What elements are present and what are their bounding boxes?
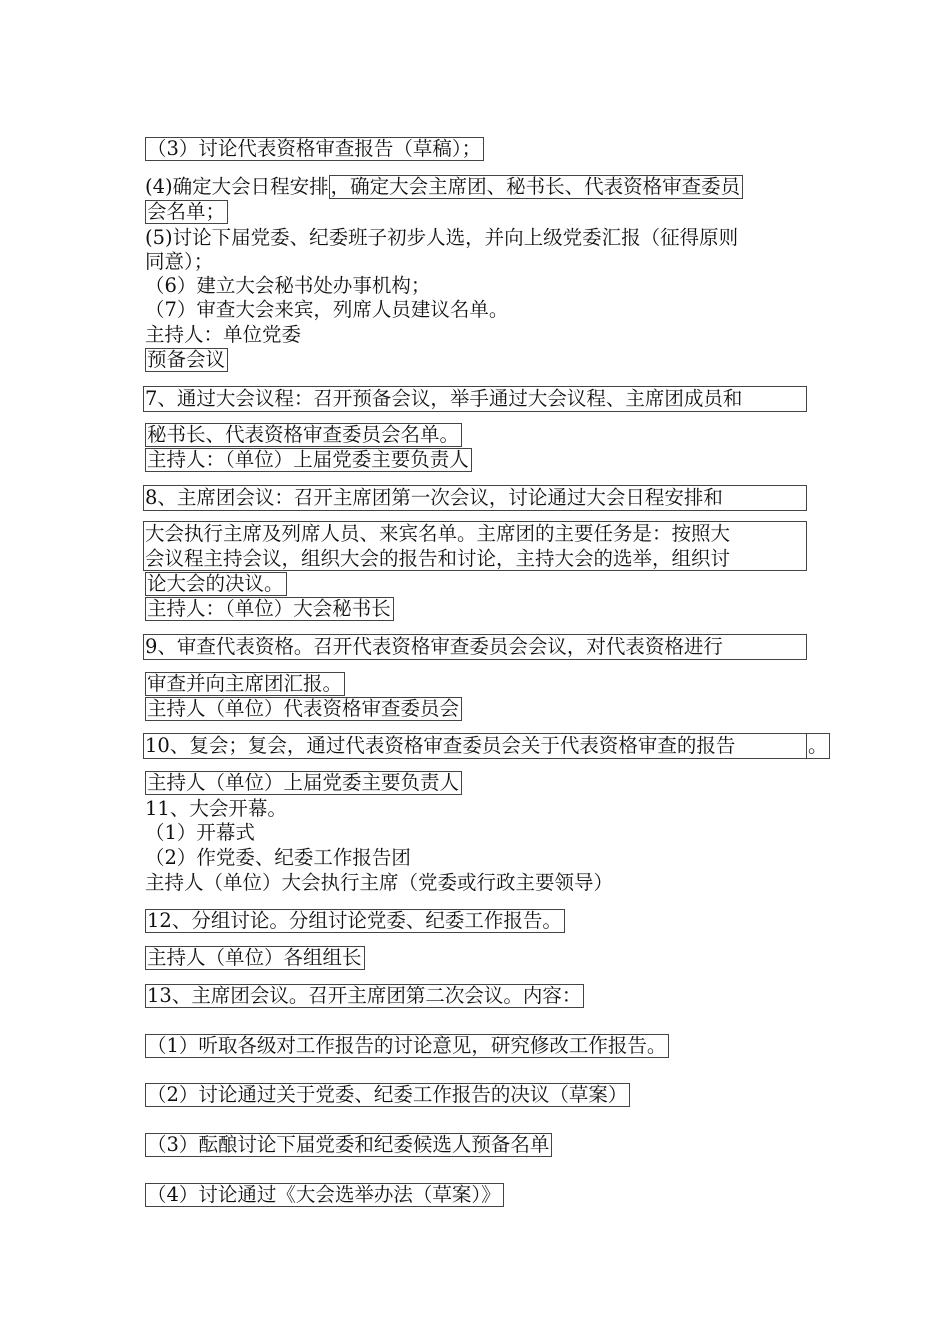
boxed-line: 13、主席团会议。召开主席团第二次会议。内容： <box>145 984 584 1008</box>
boxed-line: （1）听取各级对工作报告的讨论意见，研究修改工作报告。 <box>145 1034 669 1058</box>
text-line: （2）作党委、纪委工作报告团 <box>145 846 411 869</box>
text-line: 8、主席团会议：召开主席团第一次会议，讨论通过大会日程安排和 <box>145 486 723 509</box>
text-line <box>145 597 394 621</box>
text-line: 。 <box>808 734 828 757</box>
text-line <box>145 448 472 472</box>
text-line <box>145 946 365 970</box>
text-line: 10、复会；复会，通过代表资格审查委员会关于代表资格审查的报告 <box>145 734 736 757</box>
boxed-line: （3）酝酿讨论下届党委和纪委候选人预备名单 <box>145 1133 552 1157</box>
text-line: （7）审查大会来宾，列席人员建议名单。 <box>145 298 509 321</box>
boxed-line: 主持人：（单位）大会秘书长 <box>145 597 394 621</box>
text-line: （6）建立大会秘书处办事机构； <box>145 274 431 297</box>
boxed-line: 主持人（单位）上届党委主要负责人 <box>145 771 462 795</box>
boxed-line: 主持人（单位）各组组长 <box>145 946 365 970</box>
text-line: (5)讨论下届党委、纪委班子初步人选，并向上级党委汇报（征得原则 <box>145 226 739 249</box>
boxed-line: 秘书长、代表资格审查委员会名单。 <box>145 423 462 447</box>
text-line <box>145 572 287 596</box>
text-line: 11、大会开幕。 <box>145 797 287 820</box>
text-line <box>145 697 462 721</box>
text-line <box>145 200 228 224</box>
boxed-line: （4）讨论通过《大会选举办法（草案）》 <box>145 1183 504 1207</box>
boxed-line: 主持人（单位）代表资格审查委员会 <box>145 697 462 721</box>
text-line <box>145 1083 630 1107</box>
text-line <box>145 348 228 372</box>
boxed-line: 主持人：（单位）上届党委主要负责人 <box>145 448 472 472</box>
text-line: 会议程主持会议，组织大会的报告和讨论，主持大会的选举，组织讨 <box>145 547 731 570</box>
text-line <box>145 1034 669 1058</box>
boxed-line: 预备会议 <box>145 348 228 372</box>
text-line <box>145 984 584 1008</box>
text-line <box>145 423 462 447</box>
text-line <box>145 1183 504 1207</box>
text-line: 主持人（单位）大会执行主席（党委或行政主要领导） <box>145 871 614 894</box>
text-line: 9、审查代表资格。召开代表资格审查委员会会议，对代表资格进行 <box>145 635 723 658</box>
text-line: （1）开幕式 <box>145 821 255 844</box>
text-segment: (4)确定大会日程安排 <box>145 175 329 198</box>
text-line: 大会执行主席及列席人员、来宾名单。主席团的主要任务是：按照大 <box>145 522 731 545</box>
text-line <box>145 175 743 199</box>
boxed-line: 12、分组讨论。分组讨论党委、纪委工作报告。 <box>145 909 565 933</box>
text-line <box>145 672 345 696</box>
boxed-segment: ，确定大会主席团、秘书长、代表资格审查委员 <box>329 175 744 199</box>
text-line: 同意）； <box>145 250 214 273</box>
text-line <box>145 137 484 161</box>
boxed-line: 会名单； <box>145 200 228 224</box>
boxed-line: （2）讨论通过关于党委、纪委工作报告的决议（草案） <box>145 1083 630 1107</box>
text-line <box>145 909 565 933</box>
text-line <box>145 771 462 795</box>
boxed-line: 论大会的决议。 <box>145 572 287 596</box>
boxed-line: （3）讨论代表资格审查报告（草稿）； <box>145 137 484 161</box>
text-line: 7、通过大会议程：召开预备会议，举手通过大会议程、主席团成员和 <box>145 387 743 410</box>
text-line <box>145 1133 552 1157</box>
boxed-line: 审查并向主席团汇报。 <box>145 672 345 696</box>
text-line: 主持人：单位党委 <box>145 323 302 346</box>
